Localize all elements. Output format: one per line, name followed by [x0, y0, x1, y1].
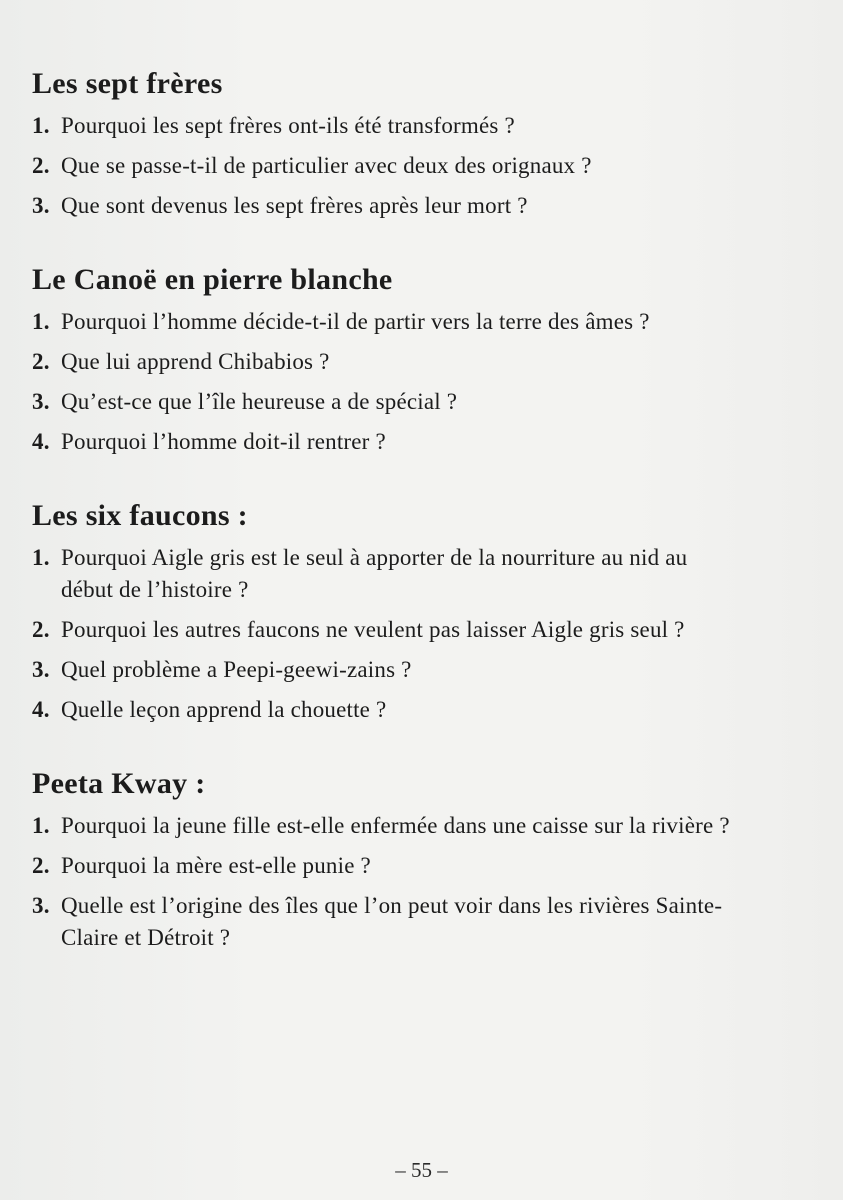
question-text: Pourquoi l’homme décide-t-il de partir vers la terre des âmes ?	[61, 309, 650, 334]
question-item	[32, 150, 744, 182]
question-number: 2.	[32, 617, 50, 642]
question-text: Quel problème a Peepi-geewi-zains ?	[61, 657, 412, 682]
question-list	[32, 542, 744, 726]
question-number: 3.	[32, 657, 50, 682]
question-number: 3.	[32, 893, 50, 918]
question-item	[32, 346, 744, 378]
question-text: Pourquoi les autres faucons ne veulent pas laisser Aigle gris seul ?	[61, 617, 685, 642]
question-number: 3.	[32, 193, 50, 218]
question-item	[32, 810, 744, 842]
section-les-six-faucons	[32, 494, 744, 726]
question-text: Que lui apprend Chibabios ?	[61, 349, 330, 374]
question-item	[32, 190, 744, 222]
question-text: Pourquoi les sept frères ont-ils été transformés ?	[61, 113, 515, 138]
question-number: 1.	[32, 545, 50, 570]
section-peeta-kway	[32, 762, 744, 954]
question-text: Que sont devenus les sept frères après leur mort ?	[61, 193, 528, 218]
section-title: Les six faucons :	[32, 499, 248, 532]
question-number: 4.	[32, 429, 50, 454]
question-number: 1.	[32, 113, 50, 138]
question-text: Pourquoi Aigle gris est le seul à apporter de la nourriture au nid au début de l’histoire ?	[61, 545, 688, 602]
question-text: Pourquoi la mère est-elle punie ?	[61, 853, 371, 878]
question-item	[32, 386, 744, 418]
page-content	[32, 62, 744, 962]
question-list	[32, 306, 744, 458]
question-item	[32, 306, 744, 338]
question-item	[32, 890, 744, 954]
question-list	[32, 810, 744, 954]
question-item	[32, 426, 744, 458]
question-item	[32, 542, 744, 606]
question-number: 1.	[32, 309, 50, 334]
question-number: 2.	[32, 853, 50, 878]
question-item	[32, 654, 744, 686]
question-item	[32, 850, 744, 882]
question-text: Pourquoi la jeune fille est-elle enfermée dans une caisse sur la rivière ?	[61, 813, 730, 838]
section-title: Peeta Kway :	[32, 767, 206, 800]
section-le-canoe-en-pierre-blanche	[32, 258, 744, 458]
section-title: Les sept frères	[32, 67, 223, 100]
question-text: Qu’est-ce que l’île heureuse a de spécial ?	[61, 389, 458, 414]
question-text: Quelle est l’origine des îles que l’on peut voir dans les rivières Sainte-Claire et Détroit ?	[61, 893, 723, 950]
page-number: – 55 –	[395, 1158, 448, 1182]
question-number: 4.	[32, 697, 50, 722]
question-item	[32, 110, 744, 142]
question-list	[32, 110, 744, 222]
question-item	[32, 614, 744, 646]
question-text: Que se passe-t-il de particulier avec deux des orignaux ?	[61, 153, 592, 178]
section-title: Le Canoë en pierre blanche	[32, 263, 393, 296]
question-number: 1.	[32, 813, 50, 838]
question-item	[32, 694, 744, 726]
section-les-sept-freres	[32, 62, 744, 222]
question-number: 2.	[32, 349, 50, 374]
question-number: 2.	[32, 153, 50, 178]
question-text: Quelle leçon apprend la chouette ?	[61, 697, 387, 722]
question-number: 3.	[32, 389, 50, 414]
question-text: Pourquoi l’homme doit-il rentrer ?	[61, 429, 386, 454]
